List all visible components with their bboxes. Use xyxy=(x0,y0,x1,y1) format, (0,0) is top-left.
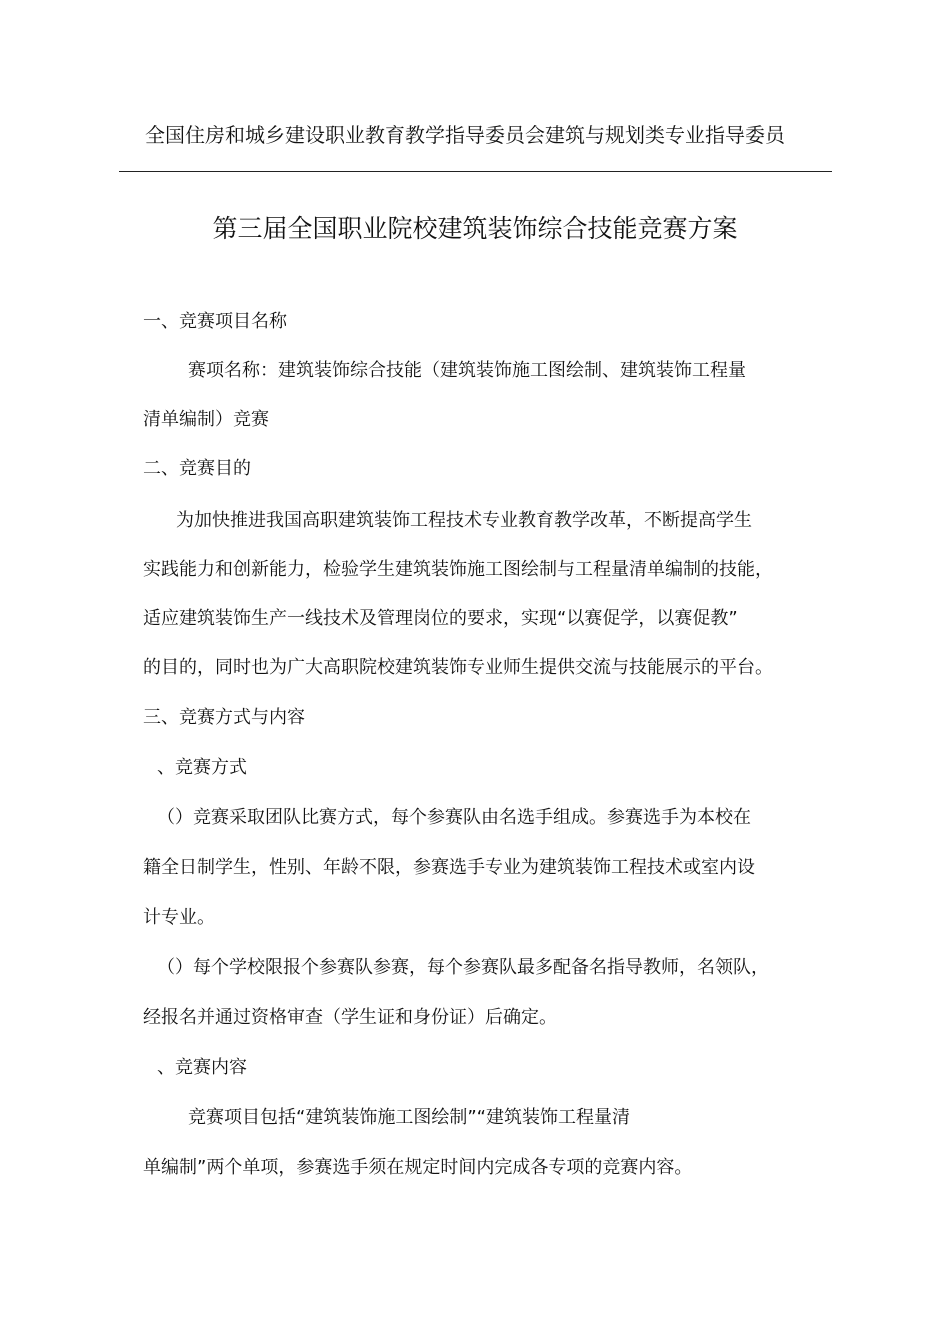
paragraph-line: 籍全日制学生，性别、年龄不限，参赛选手专业为建筑装饰工程技术或室内设 xyxy=(143,857,755,878)
paragraph-line: 单编制”两个单项，参赛选手须在规定时间内完成各专项的竞赛内容。 xyxy=(143,1157,693,1178)
paragraph-line: 适应建筑装饰生产一线技术及管理岗位的要求，实现“以赛促学，以赛促教” xyxy=(143,608,738,629)
section-heading-3: 三、竞赛方式与内容 xyxy=(143,707,305,728)
paragraph-line: 计专业。 xyxy=(143,907,215,928)
subsection-heading: 、竞赛内容 xyxy=(157,1057,247,1078)
paragraph-line: 实践能力和创新能力，检验学生建筑装饰施工图绘制与工程量清单编制的技能， xyxy=(143,559,773,580)
document-title: 第三届全国职业院校建筑装饰综合技能竞赛方案 xyxy=(212,214,738,243)
paragraph-line: 赛项名称：建筑装饰综合技能（建筑装饰施工图绘制、建筑装饰工程量 xyxy=(188,360,746,381)
paragraph-line: （）每个学校限报个参赛队参赛，每个参赛队最多配备名指导教师，名领队， xyxy=(157,957,769,978)
paragraph-line: 的目的，同时也为广大高职院校建筑装饰专业师生提供交流与技能展示的平台。 xyxy=(143,657,773,678)
section-heading-1: 一、竞赛项目名称 xyxy=(143,311,287,332)
paragraph-line: 清单编制）竞赛 xyxy=(143,409,269,430)
subsection-heading: 、竞赛方式 xyxy=(157,757,247,778)
header-organization: 全国住房和城乡建设职业教育教学指导委员会建筑与规划类专业指导委员 xyxy=(145,123,785,147)
paragraph-line: 经报名并通过资格审查（学生证和身份证）后确定。 xyxy=(143,1007,557,1028)
paragraph-line: 为加快推进我国高职建筑装饰工程技术专业教育教学改革，不断提高学生 xyxy=(176,510,752,531)
header-divider xyxy=(119,171,832,172)
paragraph-line: 竞赛项目包括“建筑装饰施工图绘制”“建筑装饰工程量清 xyxy=(188,1107,630,1128)
section-heading-2: 二、竞赛目的 xyxy=(143,458,251,479)
paragraph-line: （）竞赛采取团队比赛方式，每个参赛队由名选手组成。参赛选手为本校在 xyxy=(157,807,751,828)
